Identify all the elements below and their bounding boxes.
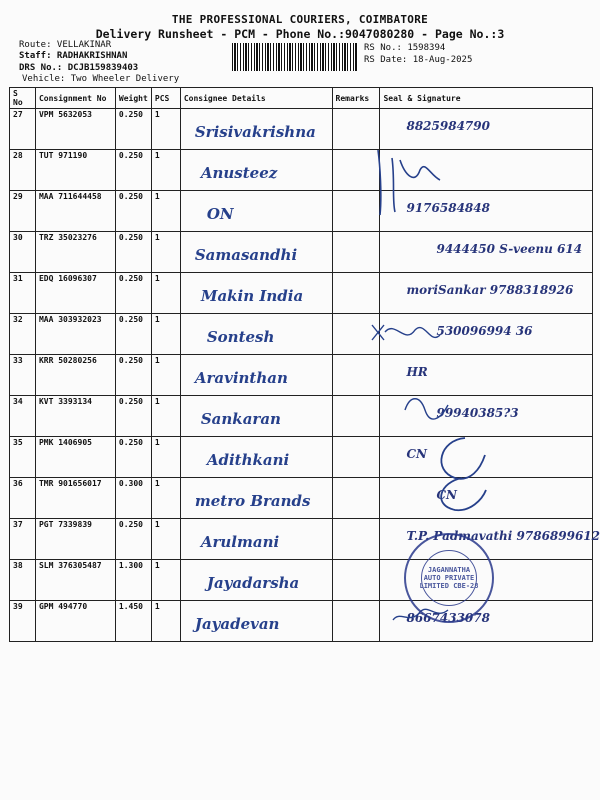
pieces-cell: 1 — [151, 519, 180, 560]
consignee-handwriting: metro Brands — [194, 492, 311, 510]
pieces-cell: 1 — [151, 437, 180, 478]
serial-number-cell: 34 — [10, 396, 36, 437]
rs-number: RS No.: 1598394 — [364, 43, 446, 53]
serial-number-cell: 35 — [10, 437, 36, 478]
weight-cell: 0.250 — [115, 355, 151, 396]
header-weight: Weight — [115, 88, 151, 109]
header-consignee: Consignee Details — [180, 88, 332, 109]
signature-handwriting: 8825984790 — [406, 119, 490, 133]
serial-number-cell: 30 — [10, 232, 36, 273]
staff-label: Staff: RADHAKRISHNAN — [19, 51, 128, 61]
header-remarks: Remarks — [332, 88, 380, 109]
consignment-number-cell: PGT 7339839 — [35, 519, 115, 560]
weight-cell: 0.250 — [115, 232, 151, 273]
rs-date: RS Date: 18-Aug-2025 — [364, 55, 473, 65]
pieces-cell: 1 — [151, 355, 180, 396]
route-label: Route: VELLAKINAR — [19, 40, 112, 50]
pieces-cell: 1 — [151, 560, 180, 601]
weight-cell: 0.250 — [115, 150, 151, 191]
consignment-number-cell: TMR 901656017 — [35, 478, 115, 519]
consignment-number-cell: EDQ 16096307 — [35, 273, 115, 314]
signature-handwriting: 9176584848 — [406, 201, 490, 215]
signature-handwriting: T.P. Padmavathi 9786899612 — [406, 529, 600, 543]
serial-number-cell: 33 — [10, 355, 36, 396]
serial-number-cell: 39 — [10, 601, 36, 642]
serial-number-cell: 36 — [10, 478, 36, 519]
weight-cell: 0.250 — [115, 437, 151, 478]
company-title: THE PROFESSIONAL COURIERS, COIMBATORE — [171, 13, 429, 26]
serial-number-cell: 31 — [10, 273, 36, 314]
weight-cell: 1.450 — [115, 601, 151, 642]
weight-cell: 0.250 — [115, 396, 151, 437]
weight-cell: 0.250 — [115, 314, 151, 355]
pieces-cell: 1 — [151, 232, 180, 273]
weight-cell: 1.300 — [115, 560, 151, 601]
consignment-number-cell: GPM 494770 — [35, 601, 115, 642]
pieces-cell: 1 — [151, 109, 180, 150]
consignment-number-cell: VPM 5632053 — [35, 109, 115, 150]
company-seal — [404, 533, 494, 623]
pieces-cell: 1 — [151, 150, 180, 191]
header-sno: S No — [10, 88, 36, 109]
pieces-cell: 1 — [151, 478, 180, 519]
consignee-handwriting: Jayadarsha — [206, 574, 300, 592]
weight-cell: 0.250 — [115, 191, 151, 232]
signature-handwriting: 9444450 S-veenu 614 — [436, 242, 583, 256]
consignment-number-cell: PMK 1406905 — [35, 437, 115, 478]
runsheet-subtitle: Delivery Runsheet - PCM - Phone No.:9047080280 - Page No.:3 — [95, 27, 505, 41]
weight-cell: 0.250 — [115, 273, 151, 314]
consignment-number-cell: KVT 3393134 — [35, 396, 115, 437]
consignee-handwriting: Sankaran — [200, 410, 281, 428]
drs-label: DRS No.: DCJB159839403 — [19, 63, 139, 73]
pieces-cell: 1 — [151, 601, 180, 642]
consignee-handwriting: Jayadevan — [194, 615, 280, 633]
consignee-handwriting: Arulmani — [200, 533, 280, 551]
consignee-handwriting: Makin India — [200, 287, 304, 305]
consignee-handwriting: ON — [206, 205, 234, 223]
pieces-cell: 1 — [151, 191, 180, 232]
consignment-number-cell: TRZ 35023276 — [35, 232, 115, 273]
consignment-number-cell: MAA 303932023 — [35, 314, 115, 355]
weight-cell: 0.300 — [115, 478, 151, 519]
seal-text: JAGANNATHA AUTO PRIVATE LIMITED CBE-28 — [419, 566, 479, 590]
signature-handwriting: 99940385?3 — [436, 406, 519, 420]
header-consignment: Consignment No — [35, 88, 115, 109]
serial-number-cell: 38 — [10, 560, 36, 601]
consignment-number-cell: SLM 376305487 — [35, 560, 115, 601]
consignee-handwriting: Samasandhi — [194, 246, 298, 264]
pieces-cell: 1 — [151, 314, 180, 355]
pieces-cell: 1 — [151, 273, 180, 314]
consignee-handwriting: Srisivakrishna — [194, 123, 316, 141]
serial-number-cell: 32 — [10, 314, 36, 355]
signature-handwriting: 530096994 36 — [436, 324, 533, 338]
consignment-number-cell: KRR 50280256 — [35, 355, 115, 396]
serial-number-cell: 27 — [10, 109, 36, 150]
serial-number-cell: 28 — [10, 150, 36, 191]
consignee-handwriting: Anusteez — [200, 164, 278, 182]
pieces-cell: 1 — [151, 396, 180, 437]
signature-handwriting: moriSankar 9788318926 — [406, 283, 574, 297]
consignee-handwriting: Adithkani — [206, 451, 290, 469]
vehicle-label: Vehicle: Two Wheeler Delivery — [22, 74, 180, 84]
serial-number-cell: 37 — [10, 519, 36, 560]
weight-cell: 0.250 — [115, 519, 151, 560]
signature-handwriting: 8667433078 — [406, 611, 490, 625]
consignment-number-cell: TUT 971190 — [35, 150, 115, 191]
header-signature: Seal & Signature — [380, 88, 593, 109]
weight-cell: 0.250 — [115, 109, 151, 150]
consignee-handwriting: Sontesh — [206, 328, 275, 346]
header-pcs: PCS — [151, 88, 180, 109]
signature-handwriting: HR — [406, 365, 428, 379]
serial-number-cell: 29 — [10, 191, 36, 232]
consignee-handwriting: Aravinthan — [194, 369, 288, 387]
consignment-number-cell: MAA 711644458 — [35, 191, 115, 232]
signature-handwriting: CN — [436, 488, 457, 502]
signature-handwriting: CN — [406, 447, 427, 461]
